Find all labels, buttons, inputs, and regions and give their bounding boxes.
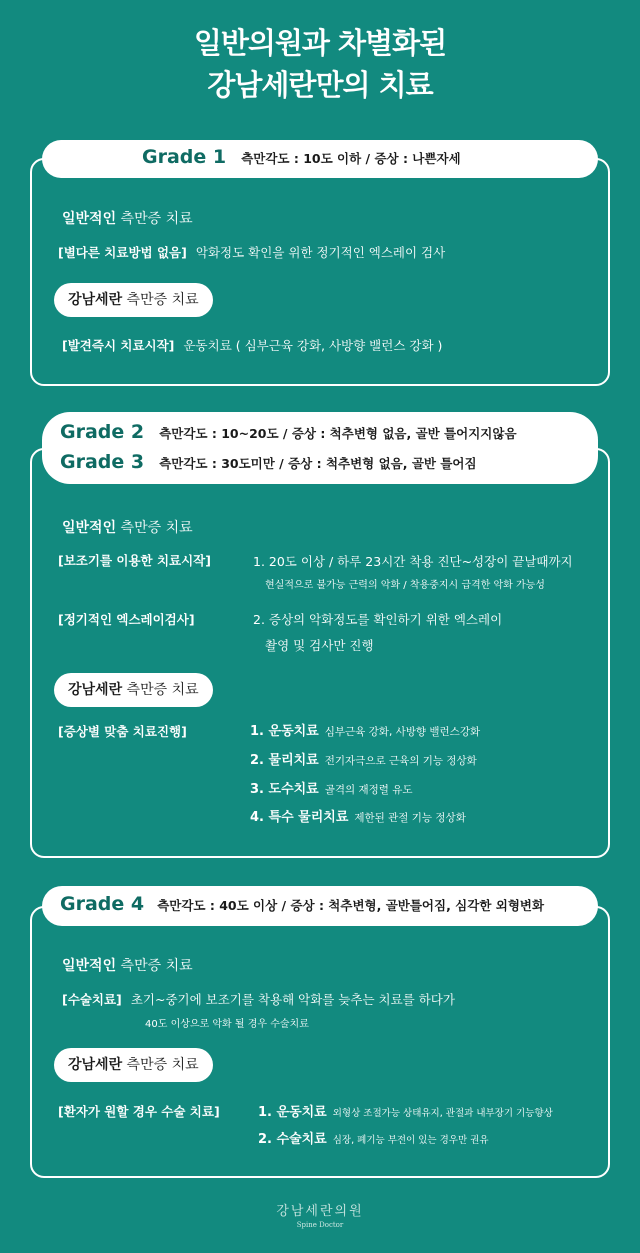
grade4-header (42, 886, 598, 926)
grade1-general-row (58, 242, 445, 261)
grade1-gangnam-row (62, 335, 442, 354)
grade23-header (42, 412, 598, 484)
title-line-1: 일반의원과 차별화된 (193, 26, 447, 60)
grade4-general-heading: 일반적인 측만증 치료 (62, 958, 193, 974)
grade4-desc: 측만각도 : 40도 이상 / 증상 : 척추변형, 골반틀어짐, 심각한 외형변화 (157, 898, 545, 913)
grade23-treatment-1: 1. 운동치료 심부근육 강화, 사방향 밸런스강화 (250, 724, 481, 739)
grade1-desc: 측만각도 : 10도 이하 / 증상 : 나쁜자세 (241, 151, 461, 166)
grade23-bracket-1: [보조기를 이용한 치료시작] (58, 553, 211, 568)
grade3-label: Grade 3 (60, 451, 145, 473)
grade2-desc: 측만각도 : 10~20도 / 증상 : 척추변형 없음, 골반 틀어지지않음 (159, 426, 517, 441)
grade23-sub-1: 현실적으로 불가능 근력의 악화 / 착용중지시 급격한 악화 가능성 (265, 580, 545, 591)
grade1-gangnam-pill: 강남세란 측만증 치료 (54, 283, 213, 317)
logo-korean: 강남세란의원 (276, 1204, 364, 1219)
grade23-treatment-4: 4. 특수 물리치료 제한된 관절 기능 정상화 (250, 810, 466, 825)
grade4-gangnam-pill: 강남세란 측만증 치료 (54, 1048, 213, 1082)
grade3-desc: 측만각도 : 30도미만 / 증상 : 척추변형 없음, 골반 틀어짐 (159, 456, 477, 471)
grade4-bracket-2: [환자가 원할 경우 수술 치료] (58, 1104, 220, 1119)
grade23-bracket-3: [증상별 맞춤 치료진행] (58, 724, 187, 739)
grade2-label: Grade 2 (60, 421, 145, 443)
grade4-text-1: 초기~중기에 보조기를 착용해 악화를 늦추는 치료를 하다가 (130, 992, 455, 1007)
grade4-treatment-2: 2. 수술치료 심장, 폐기능 부전이 있는 경우만 권유 (258, 1132, 489, 1147)
grade23-general-heading: 일반적인 측만증 치료 (62, 520, 193, 536)
grade4-sub-1: 40도 이상으로 악화 될 경우 수술치료 (145, 1019, 309, 1030)
clinic-logo (0, 1200, 640, 1229)
page-title (0, 22, 640, 106)
grade4-label: Grade 4 (60, 893, 145, 915)
grade23-text-2: 2. 증상의 악화정도를 확인하기 위한 엑스레이 (253, 612, 503, 627)
grade23-bracket-2: [정기적인 엑스레이검사] (58, 612, 195, 627)
grade1-header (42, 140, 598, 178)
grade23-treatment-3: 3. 도수치료 골격의 재정렬 유도 (250, 782, 413, 797)
grade23-treatment-2: 2. 물리치료 전기자극으로 근육의 기능 정상화 (250, 753, 477, 768)
grade4-treatment-1: 1. 운동치료 외형상 조절가능 상태유지, 관절과 내부장기 기능향상 (258, 1105, 553, 1120)
grade1-gangnam-text: 운동치료 ( 심부근육 강화, 사방향 밸런스 강화 ) (183, 338, 443, 353)
grade23-text-1: 1. 20도 이상 / 하루 23시간 착용 진단~성장이 끝날때까지 (253, 554, 573, 569)
logo-english: Spine Doctor (296, 1221, 344, 1229)
grade1-general-heading: 일반적인 측만증 치료 (62, 211, 193, 227)
title-line-2: 강남세란만의 치료 (207, 68, 433, 102)
grade23-gangnam-pill: 강남세란 측만증 치료 (54, 673, 213, 707)
grade1-label: Grade 1 (142, 146, 227, 168)
grade23-sub-2: 촬영 및 검사만 진행 (265, 638, 374, 653)
grade4-general-row (62, 989, 455, 1008)
grade1-general-bracket: [별다른 치료방법 없음] (58, 245, 187, 260)
grade4-bracket-1: [수술치료] (62, 992, 122, 1007)
grade1-general-text: 악화정도 확인을 위한 정기적인 엑스레이 검사 (195, 245, 446, 260)
grade1-gangnam-bracket: [발견즉시 치료시작] (62, 338, 175, 353)
